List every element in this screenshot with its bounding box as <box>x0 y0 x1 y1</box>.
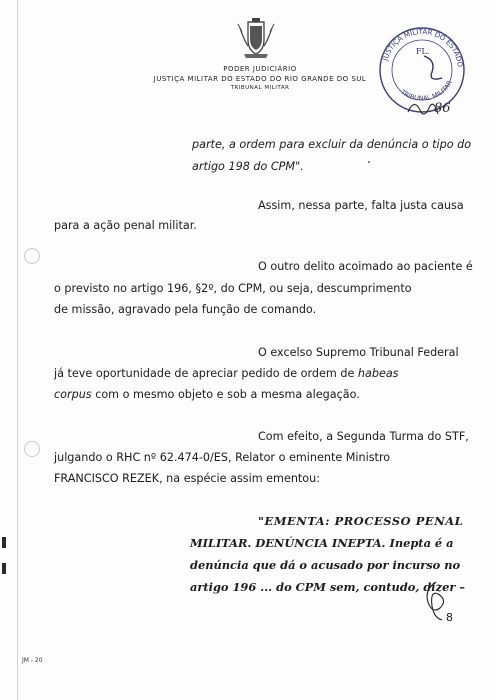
paragraph-1-line-1: parte, a ordem para excluir da denúncia o tipo do <box>192 138 472 151</box>
paragraph-4-line-3 <box>54 387 360 402</box>
paragraph-1-line-2: artigo 198 do CPM". <box>192 160 304 173</box>
paragraph-5-line-3: FRANCISCO REZEK, na espécie assim ementou: <box>54 472 321 485</box>
latin-term-habeas: habeas <box>357 367 399 380</box>
paragraph-3-line-2: o previsto no artigo 196, §2º, do CPM, ou seja, descumprimento <box>54 282 412 295</box>
stamp-bottom-text: TRIBUNAL MILITAR <box>399 79 454 103</box>
paragraph-2-line-1: Assim, nessa parte, falta justa causa <box>258 199 464 212</box>
edge-scan-mark <box>2 563 6 574</box>
header-judiciary: PODER JUDICIÁRIO <box>223 65 297 73</box>
footer-form-code: JM - 20 <box>22 657 43 664</box>
paragraph-4-line-2-text: já teve oportunidade de apreciar pedido de ordem de <box>54 367 355 380</box>
stamp-folio-number: 86 <box>434 101 451 116</box>
header-court-name: JUSTIÇA MILITAR DO ESTADO DO RIO GRANDE DO SUL <box>153 75 367 83</box>
paragraph-5-line-2: julgando o RHC nº 62.474-0/ES, Relator o eminente Ministro <box>54 451 391 464</box>
quote-line-2: MILITAR. DENÚNCIA INEPTA. Inepta é a <box>190 536 454 550</box>
paragraph-3-line-3: de missão, agravado pela função de comando. <box>54 303 317 316</box>
paragraph-4-line-3-text: com o mesmo objeto e sob a mesma alegação. <box>95 388 360 401</box>
punch-hole <box>24 248 40 264</box>
punch-hole <box>24 441 40 457</box>
paragraph-4-line-1: O excelso Supremo Tribunal Federal <box>258 346 459 359</box>
paragraph-4-line-2 <box>54 366 399 381</box>
paragraph-5-line-1: Com efeito, a Segunda Turma do STF, <box>258 430 469 443</box>
header-tribunal: TRIBUNAL MILITAR <box>230 85 290 91</box>
edge-scan-mark <box>2 537 6 548</box>
latin-term-corpus: corpus <box>54 388 92 401</box>
stamp-folio-label: FL. <box>416 47 430 56</box>
folio-handwritten-mark <box>400 92 460 126</box>
stamp-arc-text: JUSTIÇA MILITAR DO ESTADO <box>381 27 464 68</box>
binding-margin-line <box>17 0 18 700</box>
paragraph-3-line-1: O outro delito acoimado ao paciente é <box>258 260 473 273</box>
paragraph-2-line-2: para a ação penal militar. <box>54 219 197 232</box>
coat-of-arms-icon <box>236 18 276 60</box>
quote-line-1: "EMENTA: PROCESSO PENAL <box>258 514 464 528</box>
page-number: 8 <box>446 611 453 624</box>
quote-line-4: artigo 196 ... do CPM sem, contudo, dizer – <box>190 580 465 594</box>
stray-dot <box>368 161 370 163</box>
quote-line-3: denúncia que dá o acusado por incurso no <box>190 558 461 572</box>
